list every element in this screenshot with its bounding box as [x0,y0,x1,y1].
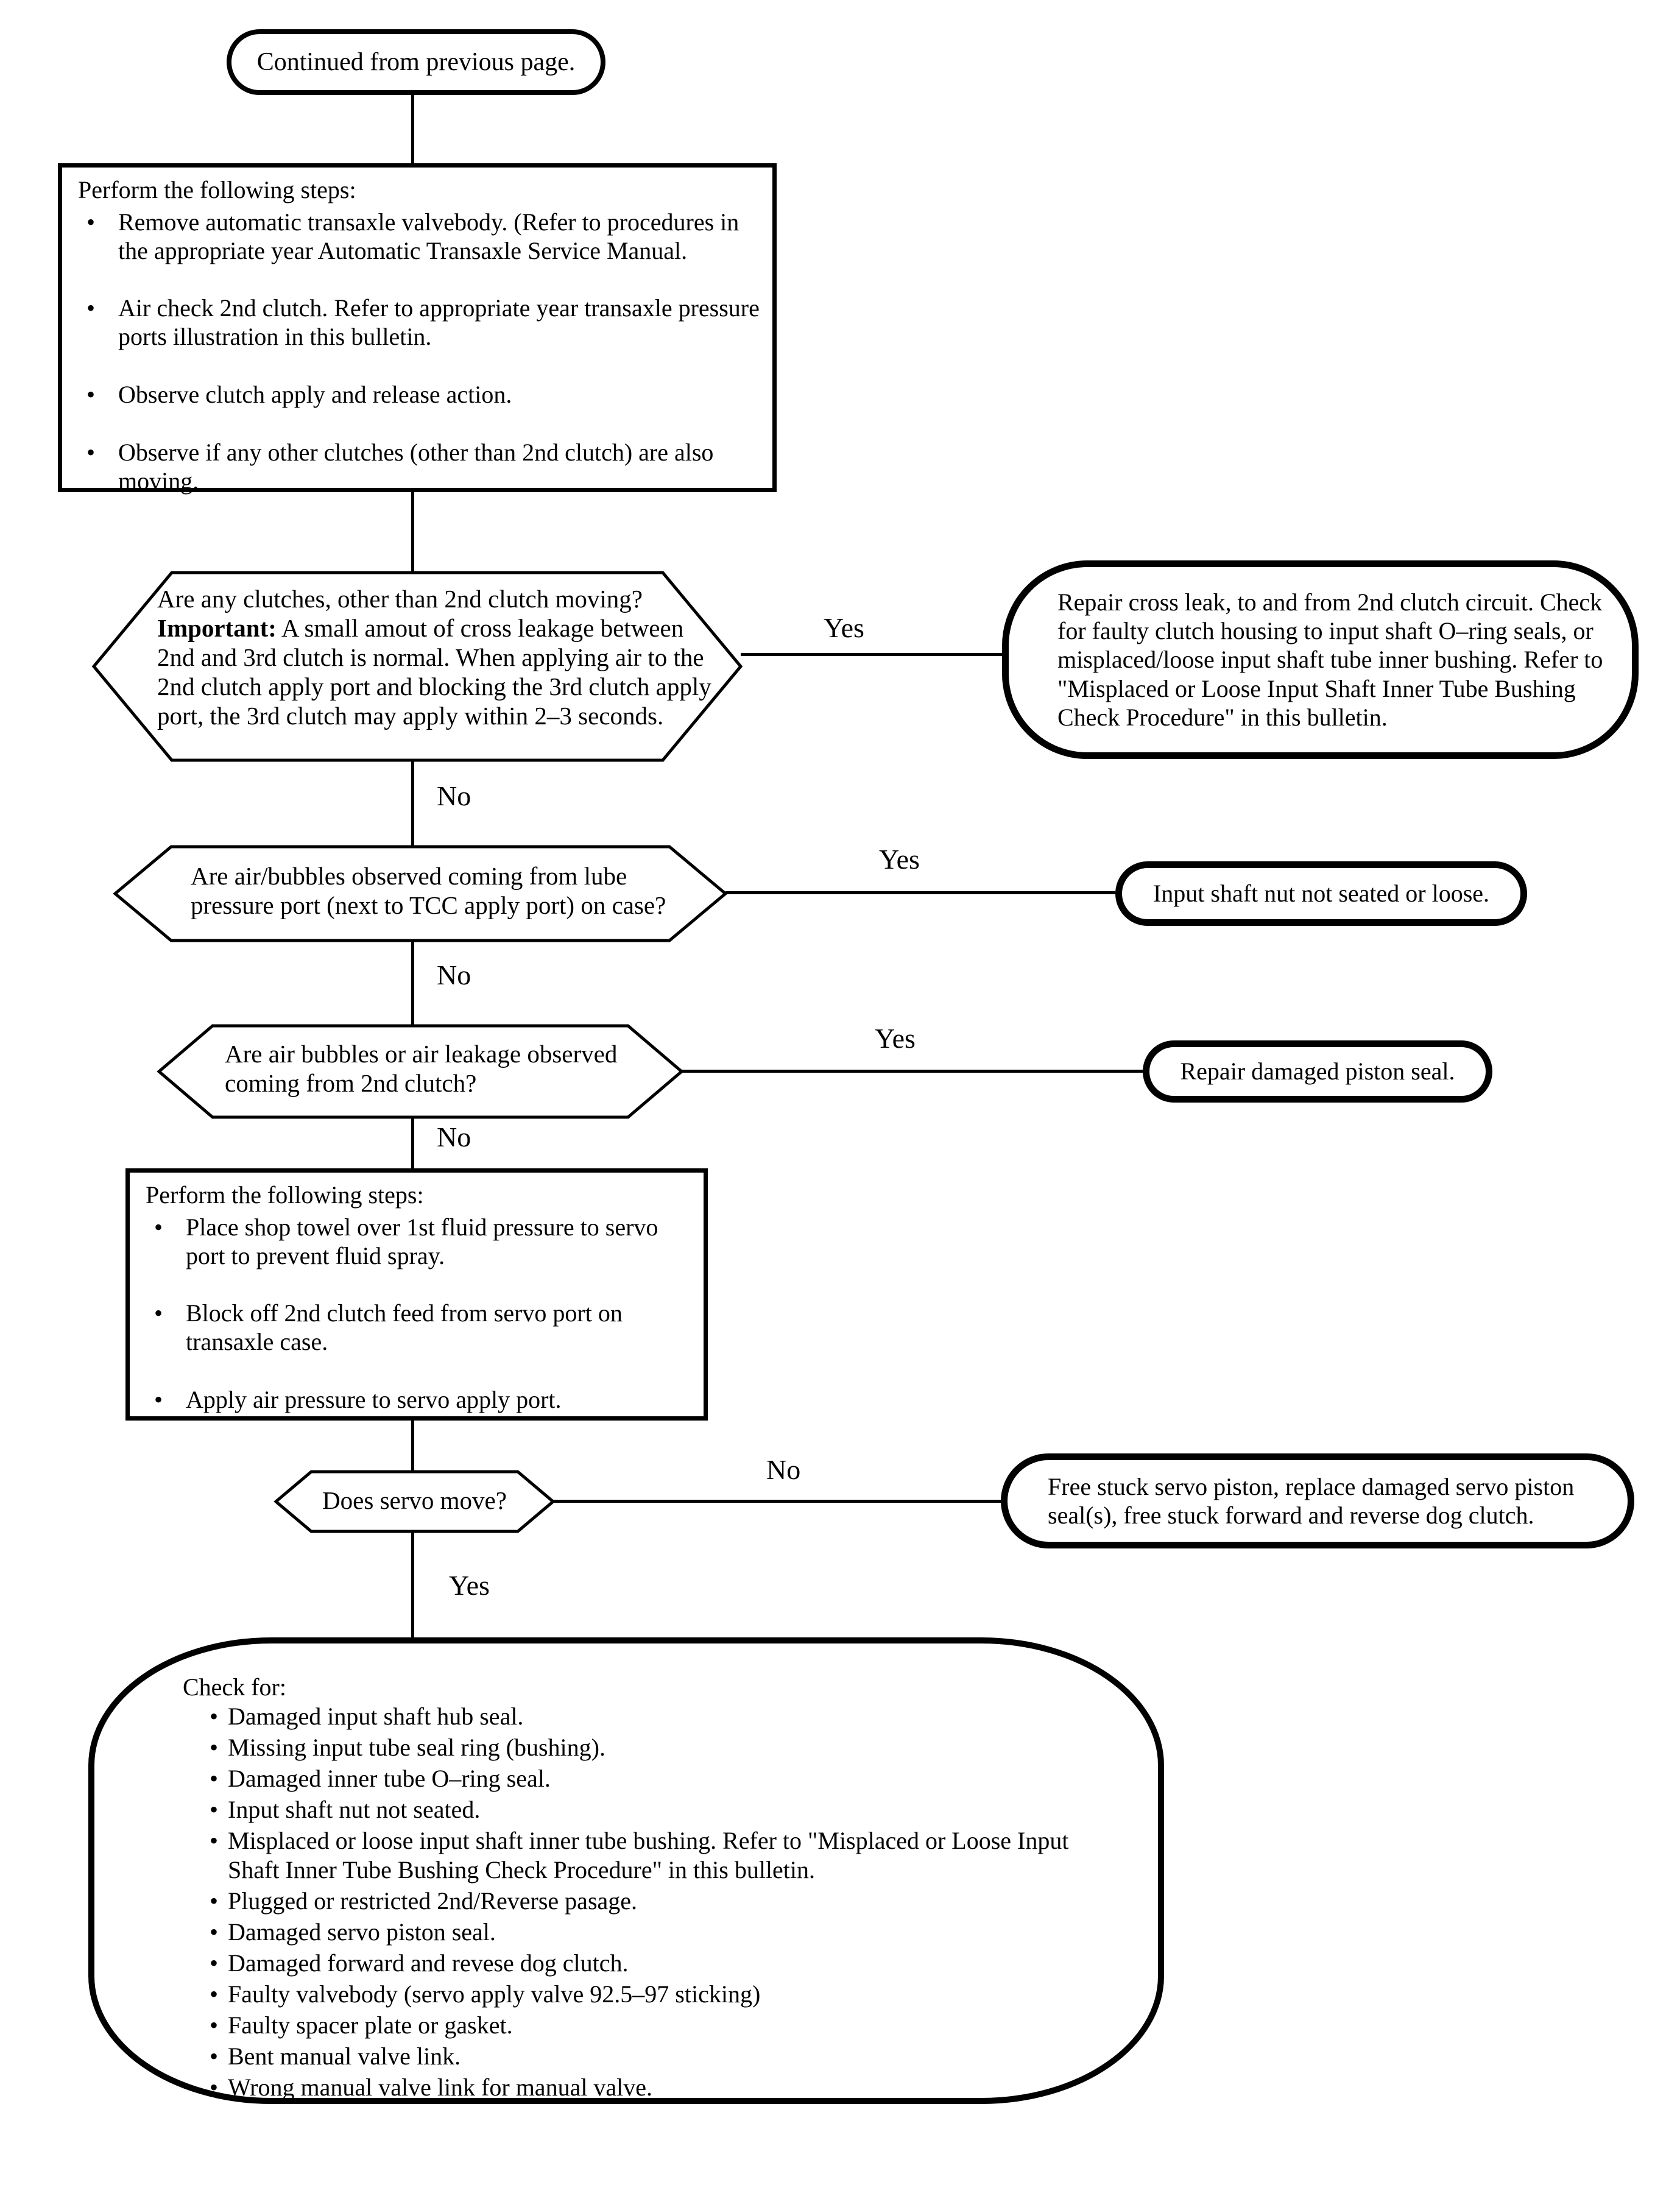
process-intro: Perform the following steps: [78,176,356,203]
list-item-text: Plugged or restricted 2nd/Reverse pasage. [228,1887,638,1915]
list-item [183,1795,1121,1824]
bullet-icon: • [210,2042,219,2070]
edge-label-yes-3: Yes [875,1023,916,1054]
bullet-icon: • [210,1703,219,1730]
result-repair-cross-leak [1002,560,1639,759]
bullet-icon: • [210,2074,219,2101]
list-item-text: Missing input tube seal ring (bushing). [228,1734,605,1761]
decision-question: Does servo move? [322,1486,507,1514]
list-item-text: Misplaced or loose input shaft inner tube bushing. Refer to "Misplaced or Loose Input Shaft Inner Tube Bushing Check Procedure" in this bulletin. [228,1827,1069,1883]
connector-spine-1 [411,93,414,164]
list-item [78,439,764,496]
process-steps-list [130,1213,704,1414]
edge-label-yes-1: Yes [824,612,864,643]
list-item [146,1213,695,1271]
process-box-air-check [58,163,777,495]
list-item-text: Faulty valvebody (servo apply valve 92.5–97 sticking) [228,1980,761,2008]
checklist-intro: Check for: [183,1673,286,1701]
bullet-icon: • [86,208,96,236]
bullet-icon: • [154,1213,163,1241]
result-text: Free stuck servo piston, replace damaged servo piston seal(s), free stuck forward and reverse dog clutch. [1048,1472,1575,1529]
list-item-text: Air check 2nd clutch. Refer to appropriate year transaxle pressure ports illustration in this bulletin. [118,294,760,351]
decision-important-text: A small amout of cross leakage between 2nd and 3rd clutch is normal. When applying air to the 2nd clutch apply port and blocking the 3rd clutch apply port, the 3rd clutch may apply within 2–3 seconds. [157,613,711,730]
list-item-text: Apply air pressure to servo apply port. [186,1385,562,1413]
edge-label-no-2: No [437,959,471,990]
list-item-text: Block off 2nd clutch feed from servo port on transaxle case. [186,1299,623,1356]
result-text: Repair damaged piston seal. [1180,1057,1455,1086]
list-item-text: Damaged forward and revese dog clutch. [228,1949,629,1977]
edge-label-no-1: No [437,780,471,811]
list-item [146,1299,695,1357]
list-item [183,1949,1121,1978]
process-box-servo-check [125,1168,708,1421]
connector-spine-3 [411,760,414,846]
decision-important-label: Important: [157,613,277,642]
list-item-text: Observe if any other clutches (other than 2nd clutch) are also moving. [118,438,714,495]
edge-label-no-3: No [437,1121,471,1153]
list-item [78,208,764,266]
result-check-for-list [88,1637,1164,2104]
list-item-text: Faulty spacer plate or gasket. [228,2011,513,2039]
list-item-text: Damaged servo piston seal. [228,1918,496,1946]
bullet-icon: • [210,1887,219,1915]
list-item-text: Input shaft nut not seated. [228,1796,481,1823]
checklist [183,1702,1121,2102]
decision-question: Are any clutches, other than 2nd clutch moving? [157,585,643,613]
bullet-icon: • [210,1827,219,1854]
result-text: Input shaft nut not seated or loose. [1152,880,1490,908]
edge-label-yes-4: Yes [449,1570,490,1601]
connector-branch-yes-1 [741,653,1004,656]
bullet-icon: • [210,1918,219,1946]
list-item [183,1980,1121,2009]
list-item [183,1887,1121,1916]
list-item [183,2042,1121,2071]
bullet-icon: • [86,438,96,466]
bullet-icon: • [210,1949,219,1977]
result-text: Repair cross leak, to and from 2nd clutch circuit. Check for faulty clutch housing to input shaft O–ring seals, or misplaced/loose input shaft tube inner bushing. Refer to "Misplaced or Loose Input Shaft Inner Tube Bushing Check Procedure" in this bulletin. [1057,588,1603,731]
list-item-text: Place shop towel over 1st fluid pressure to servo port to prevent fluid spray. [186,1213,658,1269]
terminal-label: Continued from previous page. [256,48,576,76]
result-repair-piston-seal [1143,1040,1492,1103]
list-item-text: Damaged input shaft hub seal. [228,1703,524,1730]
connector-spine-7 [411,1533,414,1640]
list-item-text: Remove automatic transaxle valvebody. (Refer to procedures in the appropriate year Automatic Transaxle Service Manual. [118,208,739,264]
edge-label-no-4: No [766,1454,801,1485]
process-steps-list [62,208,772,496]
bullet-icon: • [154,1299,163,1327]
list-item [78,294,764,351]
terminal-continued [227,29,605,95]
list-item-text: Wrong manual valve link for manual valve. [228,2074,653,2101]
connector-branch-yes-3 [682,1070,1143,1073]
bullet-icon: • [154,1385,163,1413]
edge-label-yes-2: Yes [879,844,920,875]
list-item [78,381,764,409]
connector-branch-no-4 [553,1500,1001,1503]
result-input-shaft-nut [1115,861,1527,926]
result-free-servo-piston [1001,1453,1634,1548]
connector-spine-4 [411,941,414,1025]
list-item-text: Observe clutch apply and release action. [118,380,512,408]
list-item [183,2073,1121,2102]
list-item [183,1702,1121,1731]
connector-spine-6 [411,1419,414,1470]
connector-spine-5 [411,1117,414,1170]
list-item [146,1386,695,1414]
bullet-icon: • [210,1796,219,1823]
list-item-text: Bent manual valve link. [228,2042,461,2070]
decision-servo-move [274,1469,556,1534]
bullet-icon: • [86,294,96,322]
bullet-icon: • [86,380,96,408]
connector-branch-yes-2 [725,891,1115,894]
decision-question: Are air/bubbles observed coming from lube pressure port (next to TCC apply port) on case? [191,862,666,919]
list-item [183,1733,1121,1762]
bullet-icon: • [210,1734,219,1761]
list-item-text: Damaged inner tube O–ring seal. [228,1765,551,1792]
list-item [183,1918,1121,1947]
list-item [183,1764,1121,1793]
process-intro: Perform the following steps: [146,1181,424,1209]
list-item [183,2011,1121,2040]
decision-lube-port-bubbles [113,844,728,943]
bullet-icon: • [210,2011,219,2039]
connector-spine-2 [411,491,414,571]
list-item [183,1826,1121,1885]
decision-clutches-moving [91,570,743,763]
bullet-icon: • [210,1765,219,1792]
bullet-icon: • [210,1980,219,2008]
decision-question: Are air bubbles or air leakage observed coming from 2nd clutch? [225,1040,618,1097]
decision-2nd-clutch-leakage [157,1023,684,1120]
